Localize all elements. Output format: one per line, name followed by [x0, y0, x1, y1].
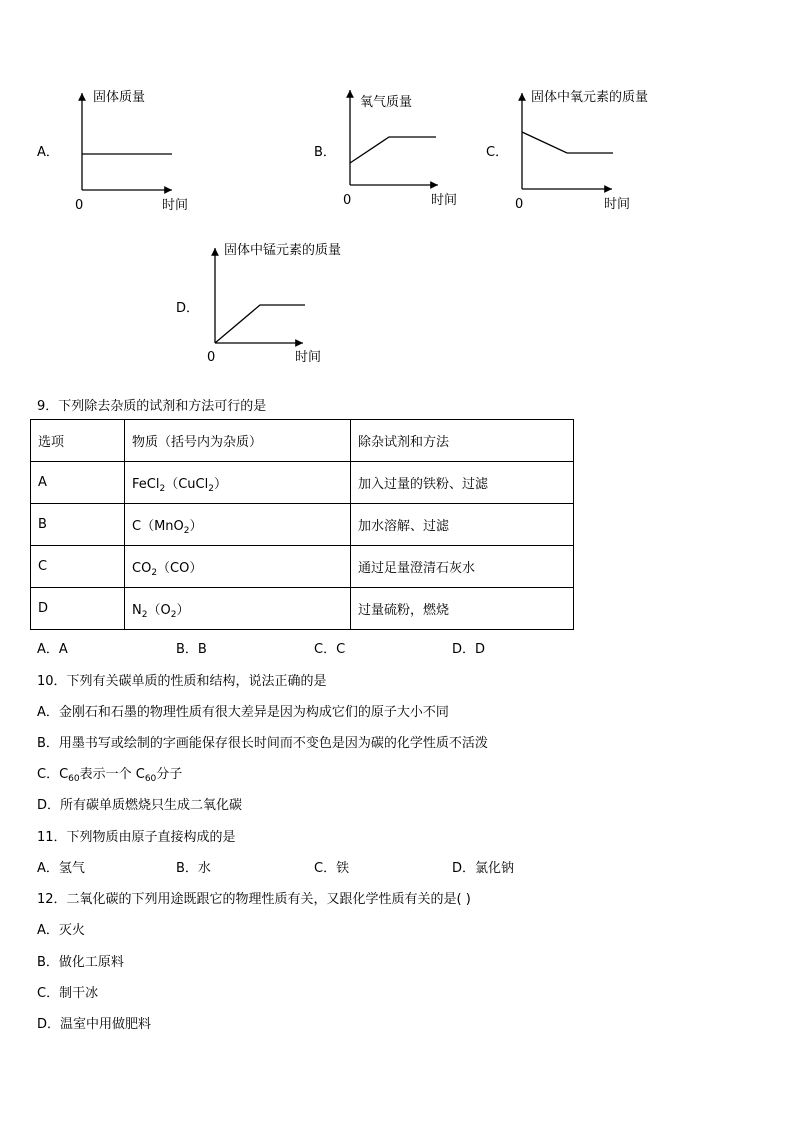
graph-a — [60, 85, 210, 215]
graph-b-xlabel: 时间 — [431, 193, 458, 208]
header-substance: 物质（括号内为杂质） — [125, 420, 351, 462]
q9-table — [30, 419, 574, 630]
graph-b-option-label: B． — [314, 145, 336, 160]
row-substance: C（MnO$_2$） — [125, 504, 351, 546]
graph-d-option-label: D． — [176, 301, 200, 316]
graph-d-curve — [215, 305, 305, 343]
q9-choice-b: B．B — [176, 642, 207, 657]
q9-stem: 9．下列除去杂质的试剂和方法可行的是 — [37, 399, 267, 414]
graph-c-xlabel: 时间 — [604, 197, 631, 212]
table-header-row — [31, 420, 574, 462]
row-substance: $CO_2(CO)$ — [125, 546, 351, 588]
row-substance: $N_2(O_2)$ — [125, 588, 351, 630]
graph-a-xlabel: 时间 — [162, 198, 189, 213]
graph-b-origin: 0 — [343, 193, 352, 208]
q9-choice-c: C．C — [314, 642, 346, 657]
q10-stem: 10．下列有关碳单质的性质和结构，说法正确的是 — [37, 674, 327, 689]
row-option: B — [31, 504, 125, 546]
graph-c-curve — [522, 132, 613, 153]
graph-d-ylabel: 固体中锰元素的质量 — [224, 243, 342, 258]
row-method: 加水溶解、过滤 — [351, 504, 574, 546]
q9-choice-d: D．D — [452, 642, 486, 657]
q10-option-a: A．金刚石和石墨的物理性质有很大差异是因为构成它们的原子大小不同 — [37, 705, 449, 720]
q11-choice-b: B．水 — [176, 861, 211, 876]
graph-b-ylabel: 氧气质量 — [360, 95, 413, 110]
q10-option-b: B．用墨书写或绘制的字画能保存很长时间而不变色是因为碳的化学性质不活泼 — [37, 736, 488, 751]
row-method: 加入过量的铁粉、过滤 — [351, 462, 574, 504]
row-method: 通过足量澄清石灰水 — [351, 546, 574, 588]
row-option: A — [31, 462, 125, 504]
graph-c-option-label: C． — [486, 145, 509, 160]
table-row — [31, 546, 574, 588]
graph-a-ylabel: 固体质量 — [93, 90, 146, 105]
q9-choice-a: A．A — [37, 642, 68, 657]
q11-stem: 11．下列物质由原子直接构成的是 — [37, 830, 236, 845]
table-row — [31, 588, 574, 630]
graph-d-xlabel: 时间 — [295, 350, 322, 365]
q10-option-d: D．所有碳单质燃烧只生成二氧化碳 — [37, 798, 243, 813]
graph-d — [195, 238, 375, 368]
header-option: 选项 — [31, 420, 125, 462]
table-row — [31, 504, 574, 546]
graph-b — [330, 82, 480, 212]
row-substance: FeCl$_2$（CuCl$_2$） — [125, 462, 351, 504]
table-row — [31, 462, 574, 504]
row-method: 过量硫粉，燃烧 — [351, 588, 574, 630]
graph-a-origin: 0 — [75, 198, 84, 213]
graph-c-origin: 0 — [515, 197, 524, 212]
row-option: D — [31, 588, 125, 630]
graph-b-curve — [350, 137, 436, 163]
graph-c-ylabel: 固体中氧元素的质量 — [531, 90, 649, 105]
graph-a-option-label: A． — [37, 145, 59, 160]
q11-choice-d: D．氯化钠 — [452, 861, 515, 876]
q12-option-b: B．做化工原料 — [37, 955, 124, 970]
q12-option-d: D．温室中用做肥料 — [37, 1017, 152, 1032]
row-option: C — [31, 546, 125, 588]
q12-stem: 12．二氧化碳的下列用途既跟它的物理性质有关，又跟化学性质有关的是( ) — [37, 892, 471, 907]
header-method: 除杂试剂和方法 — [351, 420, 574, 462]
q12-option-a: A．灭火 — [37, 923, 85, 938]
q12-option-c: C．制干冰 — [37, 986, 99, 1001]
graph-d-origin: 0 — [207, 350, 216, 365]
q11-choice-c: C．铁 — [314, 861, 350, 876]
graph-c — [500, 85, 680, 215]
q11-choice-a: A．氢气 — [37, 861, 85, 876]
q10-option-c: C．$C_{60}$表示一个 $C_{60}$分子 — [37, 767, 183, 784]
